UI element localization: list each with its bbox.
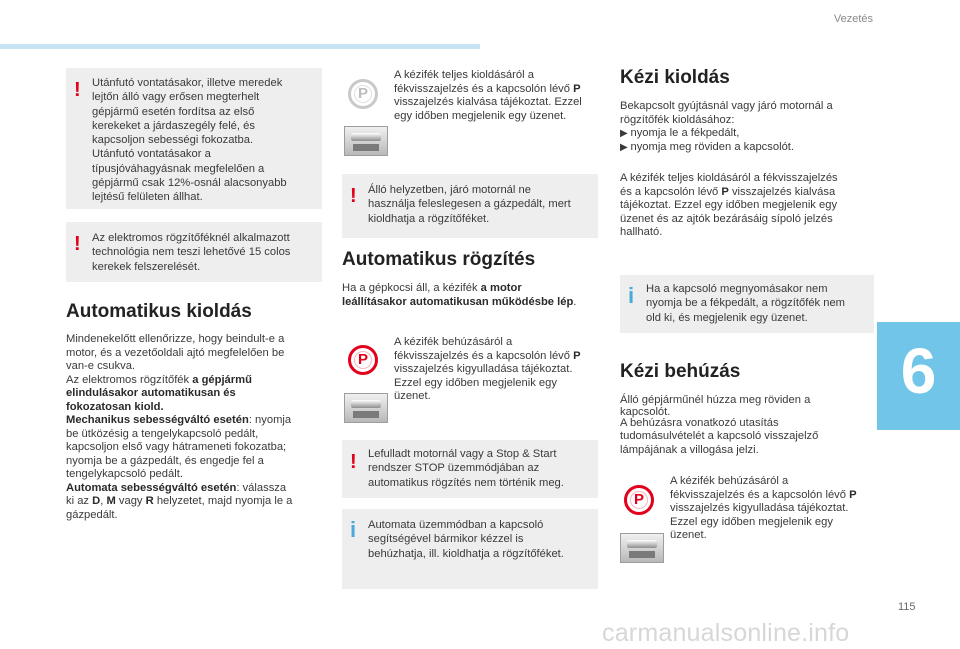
note-line: gépjármű esetén fordítsa az első [92, 105, 255, 118]
note-line: Lefulladt motornál vagy a Stop & Start [368, 448, 557, 460]
note-line: old ki, és megjelenik egy üzenet. [646, 311, 808, 324]
parking-brake-on-icon: P [348, 345, 378, 375]
text-fragment: . [573, 295, 577, 308]
paragraph-automatic-release [66, 333, 322, 522]
gear-letter: D [92, 495, 101, 507]
watermark: carmanualsonline.info [602, 619, 850, 647]
bullet-icon: ▶ [620, 128, 631, 139]
bullet-icon: ▶ [620, 141, 631, 153]
bold-text: fokozatosan kiold. [66, 400, 164, 413]
parking-brake-on-icon: P [624, 485, 654, 515]
text-fragment: visszajelzés kialvása [728, 185, 836, 198]
text-line: hallható. [620, 226, 663, 238]
bold-text: elindulásakor automatikusan és [66, 387, 236, 399]
info-note-automatic-mode [342, 509, 598, 589]
note-line: nyomja be a fékpedált, a rögzítőfék nem [646, 297, 846, 310]
note-line: Ha a kapcsoló megnyomásakor nem [646, 283, 828, 295]
warning-note-wheels [66, 222, 322, 282]
bold-text: leállításakor automatikusan működésbe lép [342, 295, 574, 308]
text-line: be ütközésig a tengelykapcsoló pedált, [66, 427, 259, 440]
text-line: Ezzel egy időben megjelenik egy [670, 515, 833, 528]
parking-switch-icon [344, 126, 388, 156]
paragraph-automatic-apply [342, 282, 600, 309]
warning-note-stop-start [342, 440, 598, 498]
text-line: nyomja be a gázpedált, és engedje fel a [66, 454, 264, 467]
paragraph-manual-apply [620, 394, 870, 457]
warning-note-towing [66, 68, 322, 209]
parking-switch-icon [344, 393, 388, 423]
bold-text: Mechanikus sebességváltó esetén [66, 414, 249, 426]
text-fragment: : válassza [236, 481, 287, 494]
info-note-brake-pedal [620, 275, 874, 333]
p-letter: P [721, 185, 729, 198]
text-line: visszajelzés kigyulladása tájékoztat. [670, 502, 849, 514]
text-line: A behúzásra vonatkozó utasítás [620, 416, 779, 429]
note-line: rendszer STOP üzemmódjában az [368, 462, 540, 475]
running-header: Vezetés [833, 13, 873, 25]
warning-icon: ! [350, 185, 357, 207]
text-line: üzenet és az ajtók bezárásáig sípoló jelzés [620, 212, 833, 225]
note-line: automatikus rögzítés nem történik meg. [368, 476, 564, 489]
header-bar [0, 44, 480, 49]
info-icon: i [628, 283, 635, 308]
paragraph-apply-indicator [394, 336, 600, 404]
text-line: A kézifék teljes kioldásáról a [394, 69, 534, 81]
text-fragment: Az elektromos rögzítőfék [66, 373, 193, 386]
text-fragment: helyzetet, majd nyomja le a [153, 495, 293, 507]
note-line: lejtésű felületen állhat. [92, 191, 203, 204]
note-line: technológia nem teszi lehetővé 15 colos [92, 246, 291, 259]
text-line: tájékoztat. Ezzel egy időben megjelenik egy [620, 199, 838, 211]
note-line: gépjármű csak 12%-osnál alacsonyabb [92, 177, 287, 190]
text-line: üzenet. [394, 390, 431, 402]
text-line: Ezzel egy időben megjelenik egy [394, 376, 557, 389]
parking-brake-off-icon: P [348, 79, 378, 109]
gear-letter: M [106, 495, 116, 507]
bold-text: a gépjármű [192, 373, 252, 386]
note-line: Álló helyzetben, járó motornál ne [368, 184, 531, 196]
note-line: kapcsoljon sebességi fokozatba. [92, 134, 254, 147]
note-line: Az elektromos rögzítőféknél alkalmazott [92, 232, 290, 244]
text-fragment: vagy [115, 495, 146, 507]
text-fragment: Ha a gépkocsi áll, a kézifék [342, 282, 481, 294]
text-fragment: fékvisszajelzés és a kapcsolón lévő [394, 82, 574, 95]
text-fragment: : nyomja [248, 414, 292, 426]
note-line: kioldhatja a rögzítőféket. [368, 212, 490, 225]
warning-icon: ! [74, 79, 81, 101]
parking-switch-icon [620, 533, 664, 563]
p-letter: P [849, 488, 857, 501]
text-line: egy időben megjelenik egy üzenet. [394, 109, 567, 122]
note-line: lejtőn álló vagy erősen megterhelt [92, 91, 260, 104]
text-line: motor, és a vezetőoldali ajtó megfelelően be [66, 346, 285, 359]
text-line: tengelykapcsoló pedált. [66, 468, 183, 480]
note-line: segítségével bármikor kézzel is [368, 533, 524, 546]
text-fragment: ki az [66, 495, 93, 507]
note-line: Automata üzemmódban a kapcsoló [368, 519, 544, 531]
text-line: A kézifék behúzásáról a [394, 336, 513, 348]
bold-text: a motor [480, 282, 522, 294]
p-letter: P [573, 349, 581, 362]
note-line: Utánfutó vontatásakor, illetve meredek [92, 77, 283, 89]
note-line: behúzhatja, ill. kioldhatja a rögzítőféket. [368, 547, 564, 560]
note-line: típusjóváhagyásnak megfelelően a [92, 162, 265, 175]
chapter-number: 6 [900, 335, 937, 407]
paragraph-manual-apply-indicator [670, 475, 876, 543]
text-line: kapcsolót. [620, 405, 671, 418]
p-letter: P [573, 82, 581, 95]
paragraph-release-signal [620, 172, 870, 240]
text-line: Álló gépjárműnél húzza meg röviden a [620, 394, 811, 406]
text-line: lámpájának a villogása jelzi. [620, 443, 759, 456]
paragraph-manual-release [620, 100, 870, 154]
gear-letter: R [145, 495, 154, 507]
text-fragment: fékvisszajelzés és a kapcsolón lévő [394, 349, 574, 362]
warning-icon: ! [350, 451, 357, 473]
text-line: visszajelzés kialvása tájékoztat. Ezzel [394, 96, 582, 108]
text-fragment: , [100, 495, 107, 507]
heading-manual-release: Kézi kioldás [620, 67, 730, 88]
text-line: kapcsoljon első vagy hátrameneti fokozatba; [66, 441, 287, 453]
note-line: Utánfutó vontatásakor a [92, 148, 211, 161]
text-line: Mindenekelőtt ellenőrizze, hogy beindult-e a [66, 333, 285, 345]
bold-text: Automata sebességváltó esetén [66, 481, 237, 494]
text-line: van-e csukva. [66, 360, 136, 372]
heading-automatic-apply: Automatikus rögzítés [342, 249, 536, 270]
paragraph-release-indicator [394, 69, 600, 123]
note-line: használja feleslegesen a gázpedált, mert [368, 198, 571, 211]
text-line: üzenet. [670, 529, 707, 541]
text-line: Bekapcsolt gyújtásnál vagy járó motornál a [620, 100, 833, 112]
text-line: gázpedált. [66, 508, 118, 521]
page-number: 115 [898, 601, 916, 613]
text-fragment: és a kapcsolón lévő [620, 185, 722, 198]
list-item: nyomja meg röviden a kapcsolót. [630, 140, 795, 153]
text-line: visszajelzés kigyulladása tájékoztat. [394, 363, 573, 375]
text-fragment: fékvisszajelzés és a kapcsolón lévő [670, 488, 850, 501]
text-line: tudomásulvételét a kapcsoló visszajelző [620, 430, 819, 442]
text-line: rögzítőfék kioldásához: [620, 113, 735, 126]
heading-manual-apply: Kézi behúzás [620, 361, 741, 382]
chapter-tab [877, 322, 960, 430]
heading-automatic-release: Automatikus kioldás [66, 301, 252, 322]
list-item: nyomja le a fékpedált, [630, 127, 740, 139]
note-line: kerekek felszerelését. [92, 260, 201, 273]
warning-icon: ! [74, 233, 81, 255]
text-line: A kézifék behúzásáról a [670, 475, 789, 487]
warning-note-accelerator [342, 174, 598, 238]
info-icon: i [350, 517, 357, 542]
text-line: A kézifék teljes kioldásáról a fékvisszajelzés [620, 172, 838, 184]
note-line: kerekeket a járdaszegély felé, és [92, 119, 255, 132]
